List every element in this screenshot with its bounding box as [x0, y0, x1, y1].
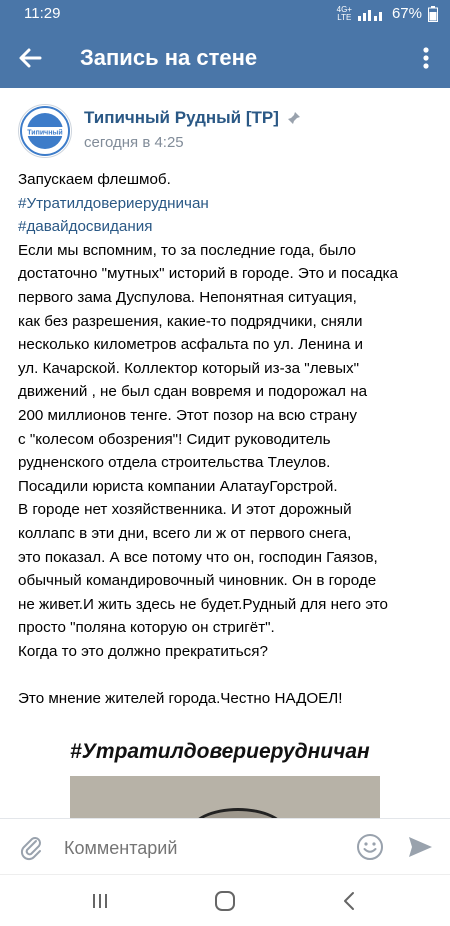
post-line: как без разрешения, какие-то подрядчики, сняли	[18, 312, 363, 330]
back-arrow-icon[interactable]	[14, 42, 46, 74]
post-line: не живет.И жить здесь не будет.Рудный для него это	[18, 595, 388, 613]
app-bar	[0, 28, 450, 88]
network-indicator	[337, 6, 352, 22]
image-caption: #Утратилдовериерудничан	[70, 740, 370, 763]
post-line: с "колесом обозрения"! Сидит руководитель	[18, 430, 331, 448]
post-line: Когда то это должно прекратиться?	[18, 642, 268, 660]
post-time: сегодня в 4:25	[84, 134, 184, 151]
system-nav-bar	[0, 874, 450, 926]
attach-icon[interactable]	[18, 833, 44, 861]
comment-input[interactable]	[62, 833, 336, 863]
hashtag-link[interactable]: #давайдосвидания	[18, 218, 153, 236]
post-line: первого зама Дуспулова. Непонятная ситуация,	[18, 288, 357, 306]
network-bottom-label: LTE	[337, 12, 352, 22]
emoji-icon[interactable]	[356, 833, 384, 861]
post-author-row[interactable]	[84, 108, 301, 128]
post-line: Это мнение жителей города.Честно НАДОЕЛ!	[18, 690, 343, 708]
post-line: Посадили юриста компании АлатауГорстрой.	[18, 477, 338, 495]
wall-post	[0, 88, 450, 818]
post-line: Если мы вспомним, то за последние года, было	[18, 241, 356, 259]
paragraph-gap	[18, 663, 438, 687]
page-title: Запись на стене	[80, 45, 258, 70]
send-icon[interactable]	[406, 833, 434, 861]
post-line: движений , не был сдан вовремя и подорожал на	[18, 383, 368, 401]
post-line: ул. Качарской. Коллектор который из-за "левых"	[18, 359, 359, 377]
post-line: В городе нет хозяйственника. И этот дорожный	[18, 501, 352, 519]
network-top-label: 4G+	[336, 4, 352, 14]
post-line: это показал. А все потому что он, господин Гаязов,	[18, 548, 378, 566]
more-vertical-icon[interactable]	[416, 42, 436, 74]
post-line: обычный командировочный чиновник. Он в городе	[18, 572, 377, 590]
pin-icon	[287, 111, 301, 125]
post-image[interactable]	[70, 776, 380, 818]
post-line: коллапс в эти дни, всего ли ж от первого снега,	[18, 524, 352, 542]
recents-icon[interactable]	[86, 887, 114, 915]
post-line: несколько километров асфальта по ул. Ленина и	[18, 336, 364, 354]
status-icons	[337, 5, 438, 22]
community-logo	[19, 105, 71, 157]
home-icon[interactable]	[211, 887, 239, 915]
post-line: Запускаем флешмоб.	[18, 171, 171, 188]
signal-icon	[358, 7, 386, 21]
battery-icon	[428, 6, 438, 22]
battery-percent: 67%	[391, 5, 422, 22]
status-time: 11:29	[24, 5, 61, 22]
image-object	[190, 808, 286, 818]
status-bar	[0, 0, 450, 28]
back-icon[interactable]	[336, 887, 364, 915]
comment-bar	[0, 818, 450, 875]
post-author[interactable]: Типичный Рудный [ТР]	[84, 108, 279, 127]
avatar-text: Типичный	[27, 129, 63, 137]
avatar[interactable]	[18, 104, 72, 158]
post-line: 200 миллионов тенге. Этот позор на всю страну	[18, 406, 357, 424]
post-line: достаточно "мутных" историй в городе. Это и посадка	[18, 265, 398, 283]
hashtag-link[interactable]: #Утратилдовериерудничан	[18, 194, 209, 212]
post-line: просто "поляна которую он стригёт".	[18, 619, 275, 637]
post-line: рудненского отдела строительства Тлеулов.	[18, 454, 331, 472]
post-text	[18, 168, 438, 711]
